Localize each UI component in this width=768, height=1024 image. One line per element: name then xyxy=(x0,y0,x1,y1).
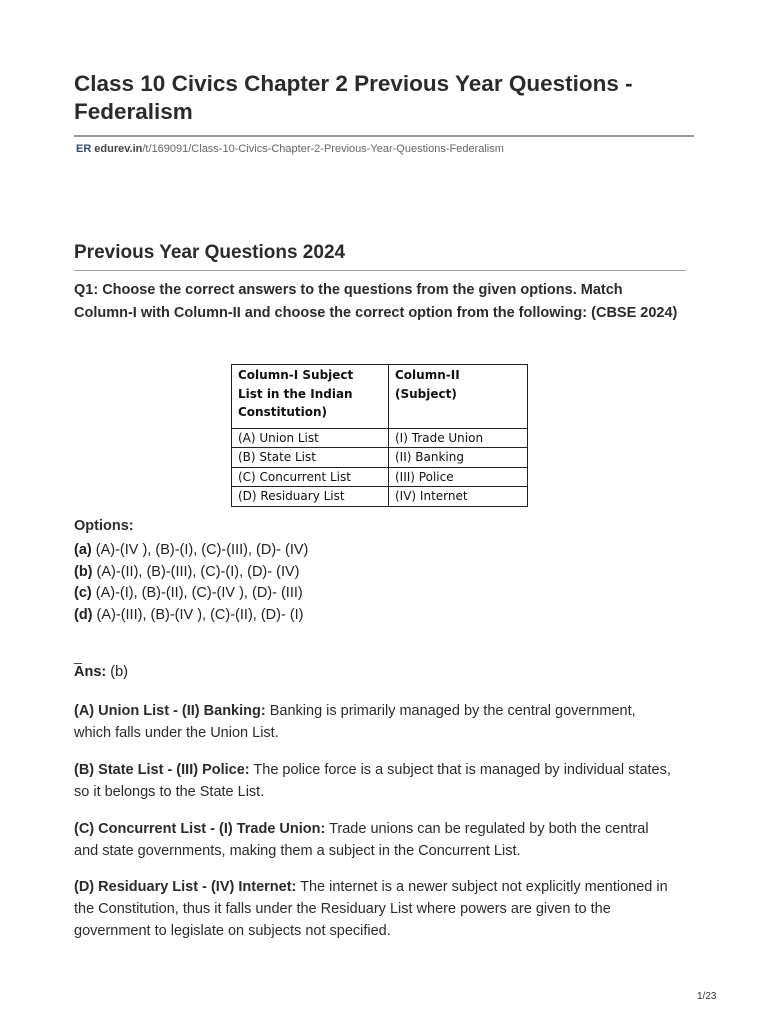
source-url[interactable] xyxy=(76,143,504,155)
option-key: (c) xyxy=(74,585,92,602)
options-list xyxy=(74,540,308,627)
table-cell: (A) Union List xyxy=(232,428,389,448)
question-text: Q1: Choose the correct answers to the questions from the given options. Match Column-I with Column-II and choose the correct option from the following: (CBSE 2024) xyxy=(74,282,678,321)
section-heading: Previous Year Questions 2024 xyxy=(74,242,346,263)
table-cell: (C) Concurrent List xyxy=(232,467,389,487)
option-item xyxy=(74,562,308,584)
table-cell: (II) Banking xyxy=(389,448,528,468)
table-row xyxy=(232,467,528,487)
option-text: (A)-(IV ), (B)-(I), (C)-(III), (D)- (IV) xyxy=(91,542,309,558)
table-cell: (IV) Internet xyxy=(389,487,528,507)
explanation-lead: (A) Union List - (II) Banking: xyxy=(74,703,266,719)
answer xyxy=(74,664,128,680)
option-text: (A)-(III), (B)-(IV ), (C)-(II), (D)- (I) xyxy=(92,607,304,624)
answer-value: (b) xyxy=(106,664,128,680)
explanation-paragraph xyxy=(74,700,674,744)
option-key: (a) xyxy=(74,542,92,558)
edurev-logo-icon: ER xyxy=(76,143,92,155)
explanation-text: Trade unions can be regulated by both the central and state governments, making them a subject in the Concurrent List. xyxy=(74,821,649,859)
table-row xyxy=(232,487,528,507)
option-item xyxy=(74,605,308,627)
explanation-text: Banking is primarily managed by the central government, which falls under the Union List. xyxy=(74,703,636,741)
source-host: edurev.in xyxy=(94,143,143,155)
table-header: Column-II (Subject) xyxy=(389,365,528,429)
table-cell: (I) Trade Union xyxy=(389,428,528,448)
table-cell: (B) State List xyxy=(232,448,389,468)
match-table xyxy=(231,364,528,507)
option-text: (A)-(II), (B)-(III), (C)-(I), (D)- (IV) xyxy=(92,563,300,580)
option-key: (d) xyxy=(74,607,93,624)
options-label: Options: xyxy=(74,518,134,534)
table-row xyxy=(232,428,528,448)
explanation-paragraph xyxy=(74,759,674,803)
option-text: (A)-(I), (B)-(II), (C)-(IV ), (D)- (III) xyxy=(91,585,303,602)
answer-separator: _ xyxy=(74,648,82,664)
explanation-paragraph xyxy=(74,876,674,942)
explanation-paragraph xyxy=(74,818,674,862)
table-header-row xyxy=(232,365,528,429)
document-title: Class 10 Civics Chapter 2 Previous Year Questions - Federalism xyxy=(74,71,633,124)
option-item xyxy=(74,540,308,562)
explanation-lead: (B) State List - (III) Police: xyxy=(74,762,250,778)
explanation-lead: (D) Residuary List - (IV) Internet: xyxy=(74,879,297,895)
title-divider xyxy=(74,135,694,137)
answer-label: Ans: xyxy=(74,664,107,680)
table-cell: (D) Residuary List xyxy=(232,487,389,507)
option-item xyxy=(74,583,308,605)
section-divider xyxy=(74,270,686,271)
explanation-lead: (C) Concurrent List - (I) Trade Union: xyxy=(74,821,326,837)
explanation-text: The internet is a newer subject not explicitly mentioned in the Constitution, thus it falls under the Residuary List where powers are given to the government to legislate on subjects not specified. xyxy=(74,879,668,939)
page-number: 1/23 xyxy=(697,991,717,1002)
source-path: /t/169091/Class-10-Civics-Chapter-2-Previous-Year-Questions-Federalism xyxy=(142,143,504,155)
table-header: Column-I Subject List in the Indian Constitution) xyxy=(232,365,389,429)
table-cell: (III) Police xyxy=(389,467,528,487)
table-row xyxy=(232,448,528,468)
explanation-text: The police force is a subject that is managed by individual states, so it belongs to the State List. xyxy=(74,762,671,800)
option-key: (b) xyxy=(74,563,93,580)
